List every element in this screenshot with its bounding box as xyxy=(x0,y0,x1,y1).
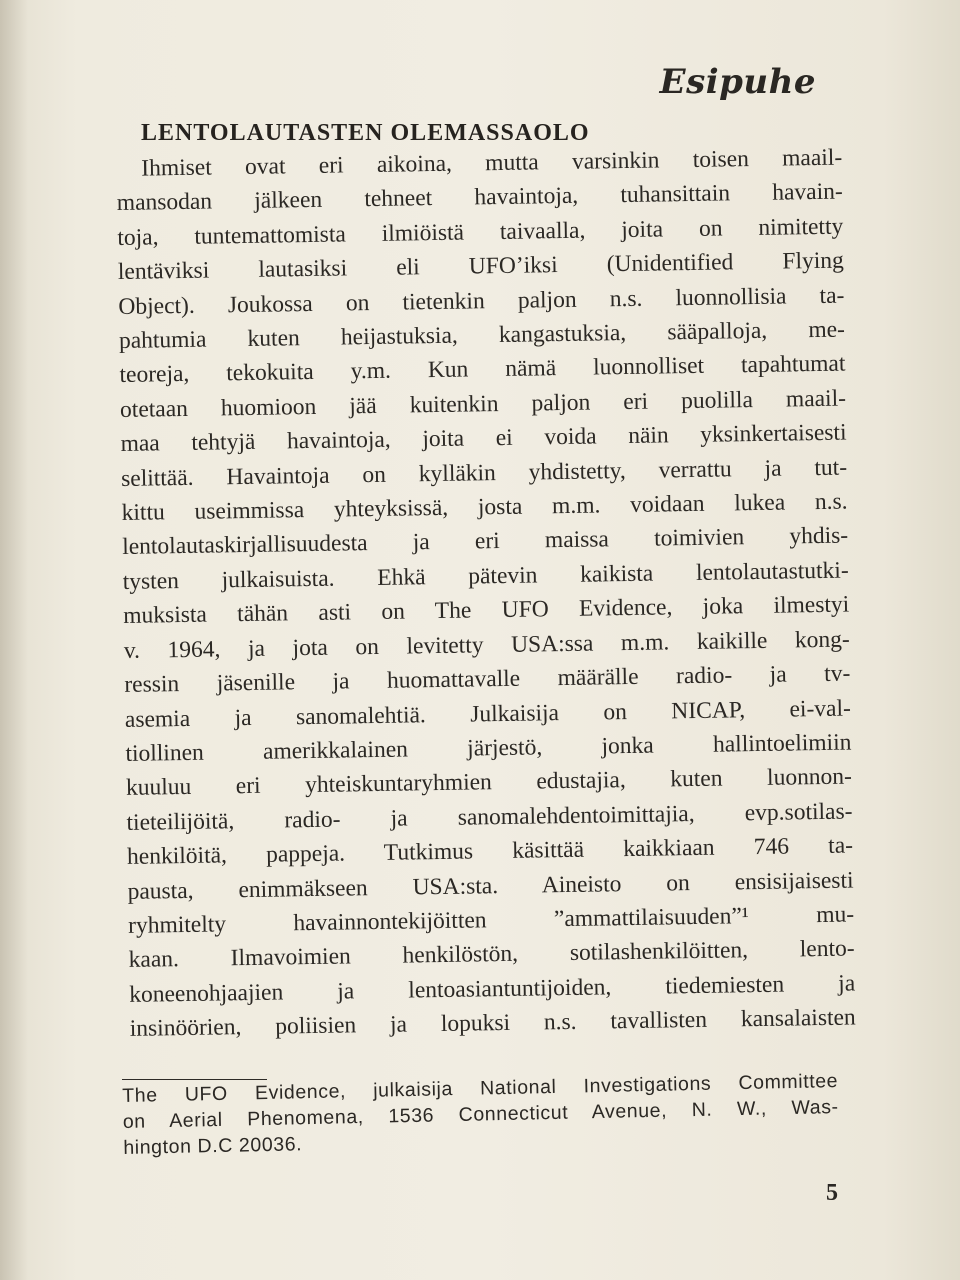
body-line: lentolautaskirjallisuudesta ja eri maissa toimivien yhdis- xyxy=(122,523,849,561)
body-line: lentäviksi lautasiksi eli UFO’iksi (Unidentified Flying xyxy=(117,247,845,286)
body-line: kittu useimmissa yhteyksissä, josta m.m. voidaan lukea n.s. xyxy=(121,488,848,527)
body-line: v. 1964, ja jota on levitetty USA:ssa m.m. kaikille kong- xyxy=(123,626,850,664)
body-line: teoreja, tekokuita y.m. Kun nämä luonnolliset tapahtumat xyxy=(119,351,846,389)
body-line: otetaan huomioon jää kuitenkin paljon eri puolilla maail- xyxy=(119,385,847,423)
footnote-line: hington D.C 20036. xyxy=(123,1133,303,1159)
body-line: tiollinen amerikkalainen järjestö, jonka hallintoelimiin xyxy=(125,729,852,767)
section-heading: LENTOLAUTASTEN OLEMASSAOLO xyxy=(141,120,590,146)
body-line: ryhmitelty havainnontekijöitten ”ammattilaisuuden”¹ mu- xyxy=(127,901,855,939)
body-line: Object). Joukossa on tietenkin paljon n.s. luonnollisia ta- xyxy=(118,282,845,320)
body-text xyxy=(116,141,856,1047)
page-number: 5 xyxy=(826,1180,838,1206)
body-line: mansodan jälkeen tehneet havaintoja, tuhansittain havain- xyxy=(116,178,843,217)
page-gutter-shadow xyxy=(0,0,28,1280)
footnote-line: The UFO Evidence, julkaisija National Investigations Committee xyxy=(122,1070,839,1107)
body-line: henkilöitä, pappeja. Tutkimus käsittää kaikkiaan 746 ta- xyxy=(126,832,854,871)
body-line: muksista tähän asti on The UFO Evidence, joka ilmestyi xyxy=(123,591,850,630)
body-line: kuuluu eri yhteiskuntaryhmien edustajia, kuten luonnon- xyxy=(125,763,853,802)
body-line: insinöörien, poliisien ja lopuksi n.s. tavallisten kansalaisten xyxy=(129,1004,856,1043)
body-line: asemia ja sanomalehtiä. Julkaisija on NICAP, ei-val- xyxy=(124,695,852,733)
footnote xyxy=(122,1068,839,1161)
footnote-line: on Aerial Phenomena, 1536 Connecticut Avenue, N. W., Was- xyxy=(122,1095,839,1133)
body-line: toja, tuntemattomista ilmiöistä taivaalla, joita on nimitetty xyxy=(117,213,844,251)
body-line: selittää. Havaintoja on kylläkin yhdistetty, verrattu ja tut- xyxy=(120,454,848,492)
chapter-title: Esipuhe xyxy=(659,62,816,102)
body-line: Ihmiset ovat eri aikoina, mutta varsinkin toisen maail- xyxy=(141,144,843,182)
body-line: pahtumia kuten heijastuksia, kangastuksia, sääpalloja, me- xyxy=(118,316,846,355)
body-line: tieteilijöitä, radio- ja sanomalehdentoimittajia, evp.sotilas- xyxy=(126,798,853,836)
body-line: kaan. Ilmavoimien henkilöstön, sotilashenkilöitten, lento- xyxy=(128,935,855,974)
body-line: ressin jäsenille ja huomattavalle määrälle radio- ja tv- xyxy=(124,660,851,699)
body-line: koneenohjaajien ja lentoasiantuntijoiden, tiedemiesten ja xyxy=(129,970,856,1008)
body-line: maa tehtyjä havaintoja, joita ei voida näin yksinkertaisesti xyxy=(120,419,847,458)
body-line: tysten julkaisuista. Ehkä pätevin kaikista lentolautastutki- xyxy=(122,557,849,595)
body-line: pausta, enimmäkseen USA:sta. Aineisto on ensisijaisesti xyxy=(127,867,854,905)
